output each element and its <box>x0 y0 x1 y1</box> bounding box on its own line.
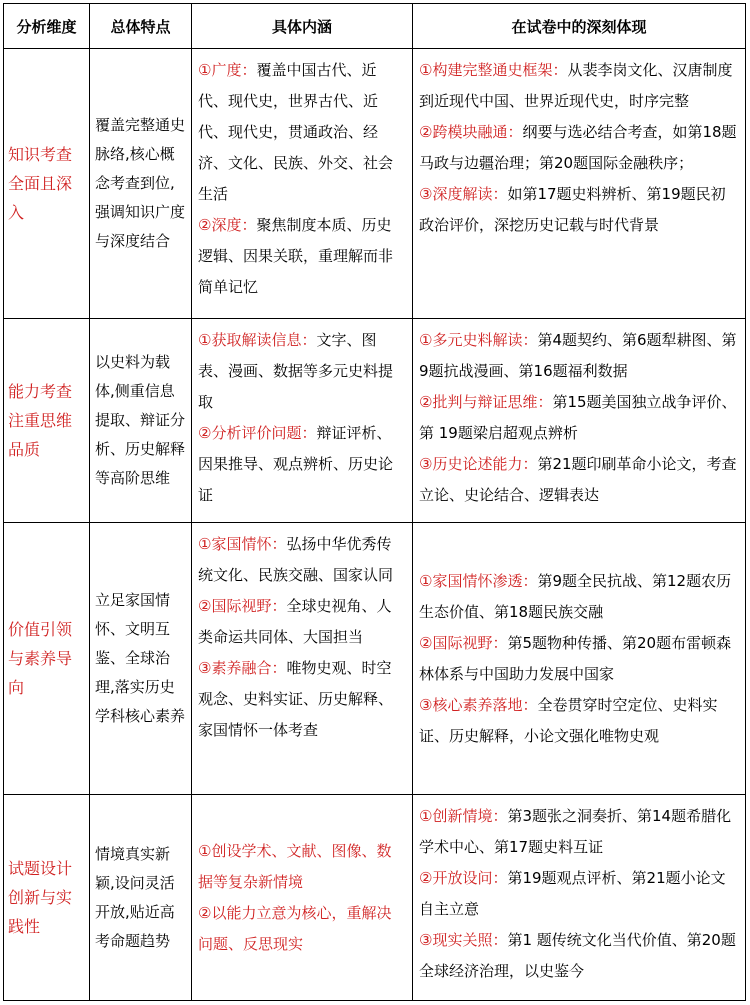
dimension-cell: 价值引领与素养导向 <box>4 523 90 795</box>
dimension-cell: 知识考查全面且深入 <box>4 49 90 319</box>
table-row <box>4 795 746 1001</box>
analysis-table <box>3 3 746 1001</box>
dimension-cell: 能力考查注重思维品质 <box>4 319 90 523</box>
feature-cell: 情境真实新颖,设问灵活开放,贴近高考命题趋势 <box>90 795 192 1001</box>
content-cell: ①创设学术、文献、图像、数据等复杂新情境 ②以能力立意为核心，重解决问题、反思现实 <box>192 795 413 1001</box>
content-cell: ①广度：覆盖中国古代、近代、现代史，世界古代、近代、现代史，贯通政治、经济、文化、民族、外交、社会生活 ②深度：聚焦制度本质、历史逻辑、因果关联，重理解而非简单记忆 <box>192 49 413 319</box>
evidence-cell: ①家国情怀渗透：第9题全民抗战、第12题农历生态价值、第18题民族交融 ②国际视野：第5题物种传播、第20题布雷顿森林体系与中国助力发展中国家 ③核心素养落地：全卷贯穿时空定位、史料实证、历史解释，小论文强化唯物史观 <box>413 523 746 795</box>
header-dimension: 分析维度 <box>4 4 90 49</box>
header-evidence: 在试卷中的深刻体现 <box>413 4 746 49</box>
header-feature: 总体特点 <box>90 4 192 49</box>
table-row <box>4 49 746 319</box>
feature-cell: 覆盖完整通史脉络,核心概念考查到位,强调知识广度与深度结合 <box>90 49 192 319</box>
evidence-cell: ①多元史料解读：第4题契约、第6题犁耕图、第9题抗战漫画、第16题福利数据 ②批判与辩证思维：第15题美国独立战争评价、第 19题梁启超观点辨析 ③历史论述能力：第21题印刷革命小论文，考查立论、史论结合、逻辑表达 <box>413 319 746 523</box>
feature-cell: 立足家国情怀、文明互鉴、全球治理,落实历史学科核心素养 <box>90 523 192 795</box>
feature-cell: 以史料为载体,侧重信息提取、辩证分析、历史解释等高阶思维 <box>90 319 192 523</box>
content-cell: ①获取解读信息：文字、图表、漫画、数据等多元史料提取 ②分析评价问题：辩证评析、因果推导、观点辨析、历史论证 <box>192 319 413 523</box>
dimension-cell: 试题设计创新与实践性 <box>4 795 90 1001</box>
evidence-cell: ①构建完整通史框架：从裴李岗文化、汉唐制度到近现代中国、世界近现代史，时序完整 ②跨模块融通：纲要与选必结合考查，如第18题马政与边疆治理；第20题国际金融秩序； ③深度解读：如第17题史料辨析、第19题民初政治评价，深挖历史记载与时代背景 <box>413 49 746 319</box>
table-row <box>4 319 746 523</box>
table-row <box>4 523 746 795</box>
header-row <box>4 4 746 49</box>
header-content: 具体内涵 <box>192 4 413 49</box>
content-cell: ①家国情怀：弘扬中华优秀传统文化、民族交融、国家认同 ②国际视野：全球史视角、人类命运共同体、大国担当 ③素养融合：唯物史观、时空观念、史料实证、历史解释、家国情怀一体考查 <box>192 523 413 795</box>
evidence-cell: ①创新情境：第3题张之洞奏折、第14题希腊化学术中心、第17题史料互证 ②开放设问：第19题观点评析、第21题小论文自主立意 ③现实关照：第1 题传统文化当代价值、第20题全球经济治理，以史鉴今 <box>413 795 746 1001</box>
